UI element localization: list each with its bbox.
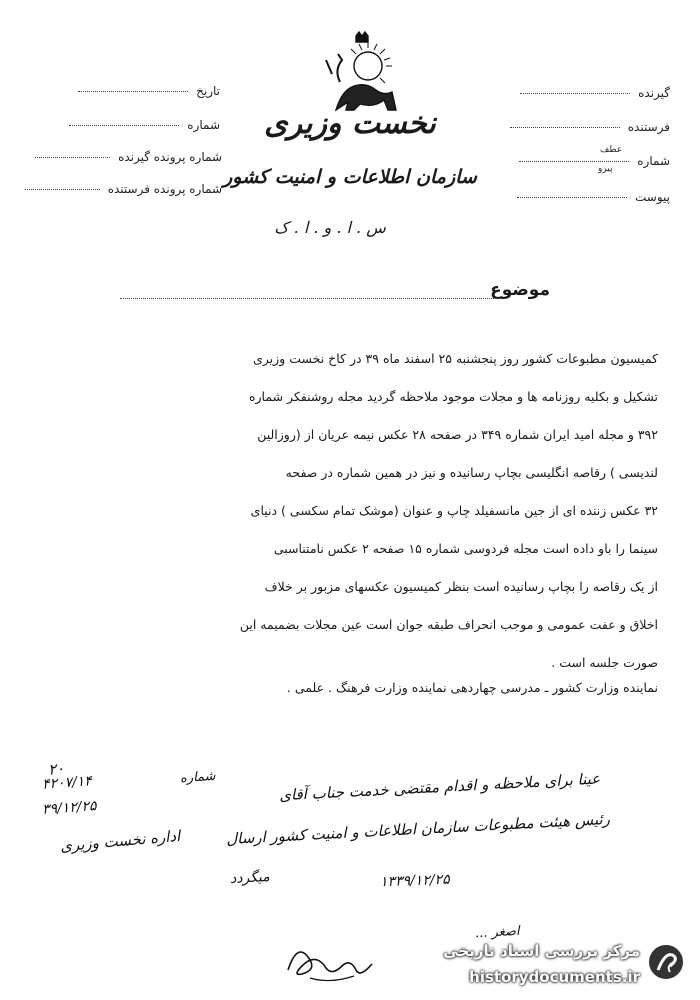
subject-label: موضوع [490,280,550,300]
body-line: از یک رقاصه را بچاپ رسانیده است بنظر کمیسیون عکسهای مزبور بر خلاف [264,579,658,594]
sender-file-line [25,189,100,190]
recipient-line [520,93,630,94]
body-line: تشکیل و بکلیه روزنامه ها و مجلات موجود ملاحظه گردید مجله روشنفکر شماره [248,389,658,404]
signers-line: نماینده وزارت کشور ـ مدرسی چهاردهی نماینده وزارت فرهنگ . علمی . [286,680,658,695]
body-line: سینما را باو داده است مجله فردوسی شماره ۱۵ صفحه ۲ عکس نامتناسبی [273,541,658,556]
watermark-url: historydocuments.ir [469,968,640,986]
attachment-line [517,197,627,198]
recipient-file-label: شماره پرونده گیرنده [118,150,222,164]
body-text [38,340,658,682]
date-line [78,91,188,92]
sender-line [510,127,620,128]
recipient-file-field [30,150,222,164]
body-line: صورت جلسه است . [551,655,658,670]
reference-top: ۲۰ [47,759,66,779]
number-field-right [490,154,670,168]
handwritten-line: میگردد [229,868,271,888]
handwritten-line: رئیس هیئت مطبوعات سازمان اطلاعات و امنیت کشور ارسال [225,809,611,849]
date-label: تاریخ [196,84,220,98]
number-line-left [69,125,179,126]
title-main: نخست وزیری [264,106,436,141]
atf-note: عطف [600,145,623,155]
number-label-right: شماره [637,154,670,168]
body-line: ۳۲ عکس زننده ای از جین مانسفیلد چاپ و عنوان (موشک تمام سکسی ) دنیای [250,503,658,518]
reference-dept: اداره نخست وزیری [59,826,181,856]
archive-logo-icon [646,942,686,982]
reference-number-label: شماره [179,768,216,787]
subject-line [120,298,502,299]
recipient-field [490,86,670,100]
recipient-label: گیرنده [638,86,670,100]
sender-file-label: شماره پرونده فرستنده [107,182,222,196]
recipient-file-line [35,157,110,158]
reference-date: ۳۹/۱۲/۲۵ [41,798,98,818]
org-code: س . ا . و . ا . ک [274,218,386,237]
body-line: کمیسیون مطبوعات کشور روز پنجشنبه ۲۵ اسفند ماه ۳۹ در کاخ نخست وزیری [253,351,658,366]
number-line-right [519,161,629,162]
sender-file-field [30,182,222,196]
sender-field [490,120,670,134]
handwritten-line: اصغر ... [475,923,521,942]
watermark-name: مرکز بررسی اسناد تاریخی [443,942,640,960]
peyro-note: پیرو [598,164,613,174]
watermark [416,930,694,996]
signature [280,930,390,990]
sender-label: فرستنده [627,120,670,134]
body-line: ۳۹۲ و مجله امید ایران شماره ۳۴۹ در صفحه ۲۸ عکس نیمه عریان از (روزالین [257,427,658,442]
attachment-label: پیوست [635,190,670,204]
number-field-left [40,118,220,132]
date-field [40,84,220,98]
reference-number: ۴۲۰۷/۱۴ [41,773,93,793]
body-line: لندیسی ) رقاصه انگلیسی بچاپ رسانیده و نیز در همین شماره در صفحه [285,465,658,480]
attachment-field [490,190,670,204]
handwritten-date: ۱۳۳۹/۱۲/۲۵ [380,871,451,891]
body-line: اخلاق و عفت عمومی و موجب انحراف طبقه جوان است عین مجلات بضمیمه این [239,617,658,632]
title-sub: سازمان اطلاعات و امنیت کشور [223,166,477,188]
number-label-left: شماره [187,118,220,132]
handwritten-line: عینا برای ملاحظه و اقدام مقتضی خدمت جناب آقای [278,769,601,805]
